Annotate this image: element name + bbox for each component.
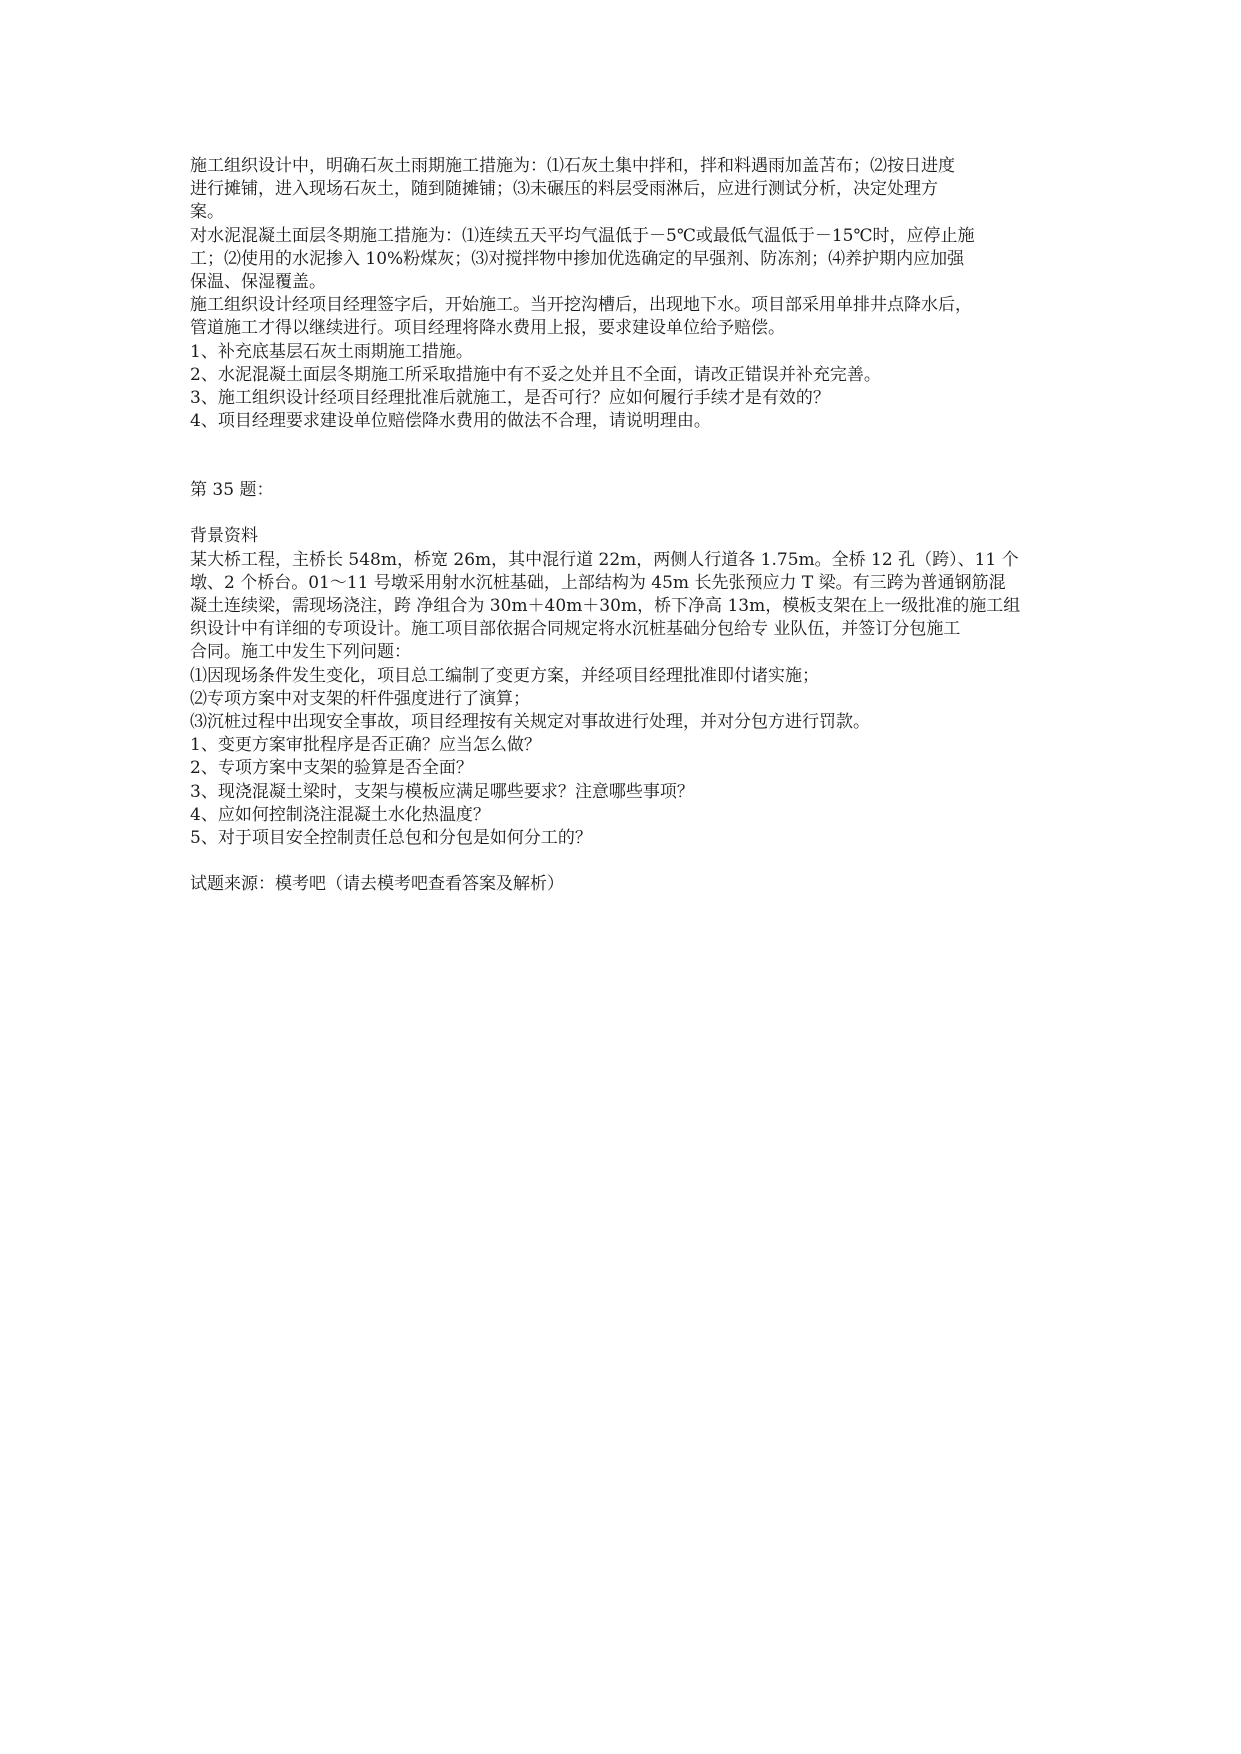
source-note: 试题来源：模考吧（请去模考吧查看答案及解析） xyxy=(190,874,564,895)
section-1 xyxy=(190,155,1070,433)
text-line: 施工组织设计经项目经理签字后，开始施工。当开挖沟槽后，出现地下水。项目部采用单排井点降水后， xyxy=(190,295,972,316)
text-line: 工；⑵使用的水泥掺入 10%粉煤灰；⑶对搅拌物中掺加优选确定的早强剂、防冻剂；⑷养护期内应加强 xyxy=(190,248,965,269)
question-item: 2、专项方案中支架的验算是否全面？ xyxy=(190,758,473,779)
text-line: 织设计中有详细的专项设计。施工项目部依据合同规定将水沉桩基础分包给专 业队伍，并签订分包施工 xyxy=(190,619,961,640)
question-item: 2、水泥混凝土面层冬期施工所采取措施中有不妥之处并且不全面，请改正错误并补充完善。 xyxy=(190,364,881,385)
document-page xyxy=(190,155,1070,896)
question-item: 4、应如何控制浇注混凝土水化热温度？ xyxy=(190,804,490,825)
section-2 xyxy=(190,549,1070,850)
text-line: 凝土连续梁，需现场浇注，跨 净组合为 30m＋40m＋30m，桥下净高 13m，模板支架在上一级批准的施工组 xyxy=(190,596,1021,616)
text-line: 某大桥工程，主桥长 548m，桥宽 26m，其中混行道 22m，两侧人行道各 1.75m。全桥 12 孔（跨）、11 个 xyxy=(190,549,1019,570)
question-item: 1、补充底基层石灰土雨期施工措施。 xyxy=(190,341,473,362)
background-heading: 背景资料 xyxy=(190,526,258,547)
text-line: ⑴因现场条件发生变化，项目总工编制了变更方案，并经项目经理批准即付诸实施； xyxy=(190,665,819,686)
text-line: 进行摊铺，进入现场石灰土，随到随摊铺；⑶未碾压的料层受雨淋后，应进行测试分析，决定处理方 xyxy=(190,179,938,200)
question-item: 5、对于项目安全控制责任总包和分包是如何分工的？ xyxy=(190,827,592,848)
text-line: 施工组织设计中，明确石灰土雨期施工措施为：⑴石灰土集中拌和，拌和料遇雨加盖苫布；⑵按日进度 xyxy=(190,156,955,176)
question-item: 3、现浇混凝土梁时，支架与模板应满足哪些要求？注意哪些事项？ xyxy=(190,781,694,802)
spacer xyxy=(190,433,1070,479)
text-line: 保温、保湿覆盖。 xyxy=(190,271,326,292)
spacer xyxy=(190,850,1070,873)
question-item: 1、变更方案审批程序是否正确？应当怎么做？ xyxy=(190,735,541,756)
text-line: 墩、2 个桥台。01～11 号墩采用射水沉桩基础，上部结构为 45m 长先张预应力 T 梁。有三跨为普通钢筋混 xyxy=(190,572,1006,593)
spacer xyxy=(190,502,1070,525)
text-line: 合同。施工中发生下列问题： xyxy=(190,642,411,663)
question-heading: 第 35 题： xyxy=(190,480,274,501)
question-item: 4、项目经理要求建设单位赔偿降水费用的做法不合理，请说明理由。 xyxy=(190,411,711,432)
question-item: 3、施工组织设计经项目经理批准后就施工，是否可行？应如何履行手续才是有效的？ xyxy=(190,387,830,408)
text-line: ⑵专项方案中对支架的杆件强度进行了演算； xyxy=(190,688,530,709)
text-line: ⑶沉桩过程中出现安全事故，项目经理按有关规定对事故进行处理，并对分包方进行罚款。 xyxy=(190,711,870,732)
text-line: 管道施工才得以继续进行。项目经理将降水费用上报，要求建设单位给予赔偿。 xyxy=(190,318,785,339)
text-line: 对水泥混凝土面层冬期施工措施为：⑴连续五天平均气温低于－5℃或最低气温低于－15℃时，应停止施 xyxy=(190,225,975,246)
text-line: 案。 xyxy=(190,202,224,223)
